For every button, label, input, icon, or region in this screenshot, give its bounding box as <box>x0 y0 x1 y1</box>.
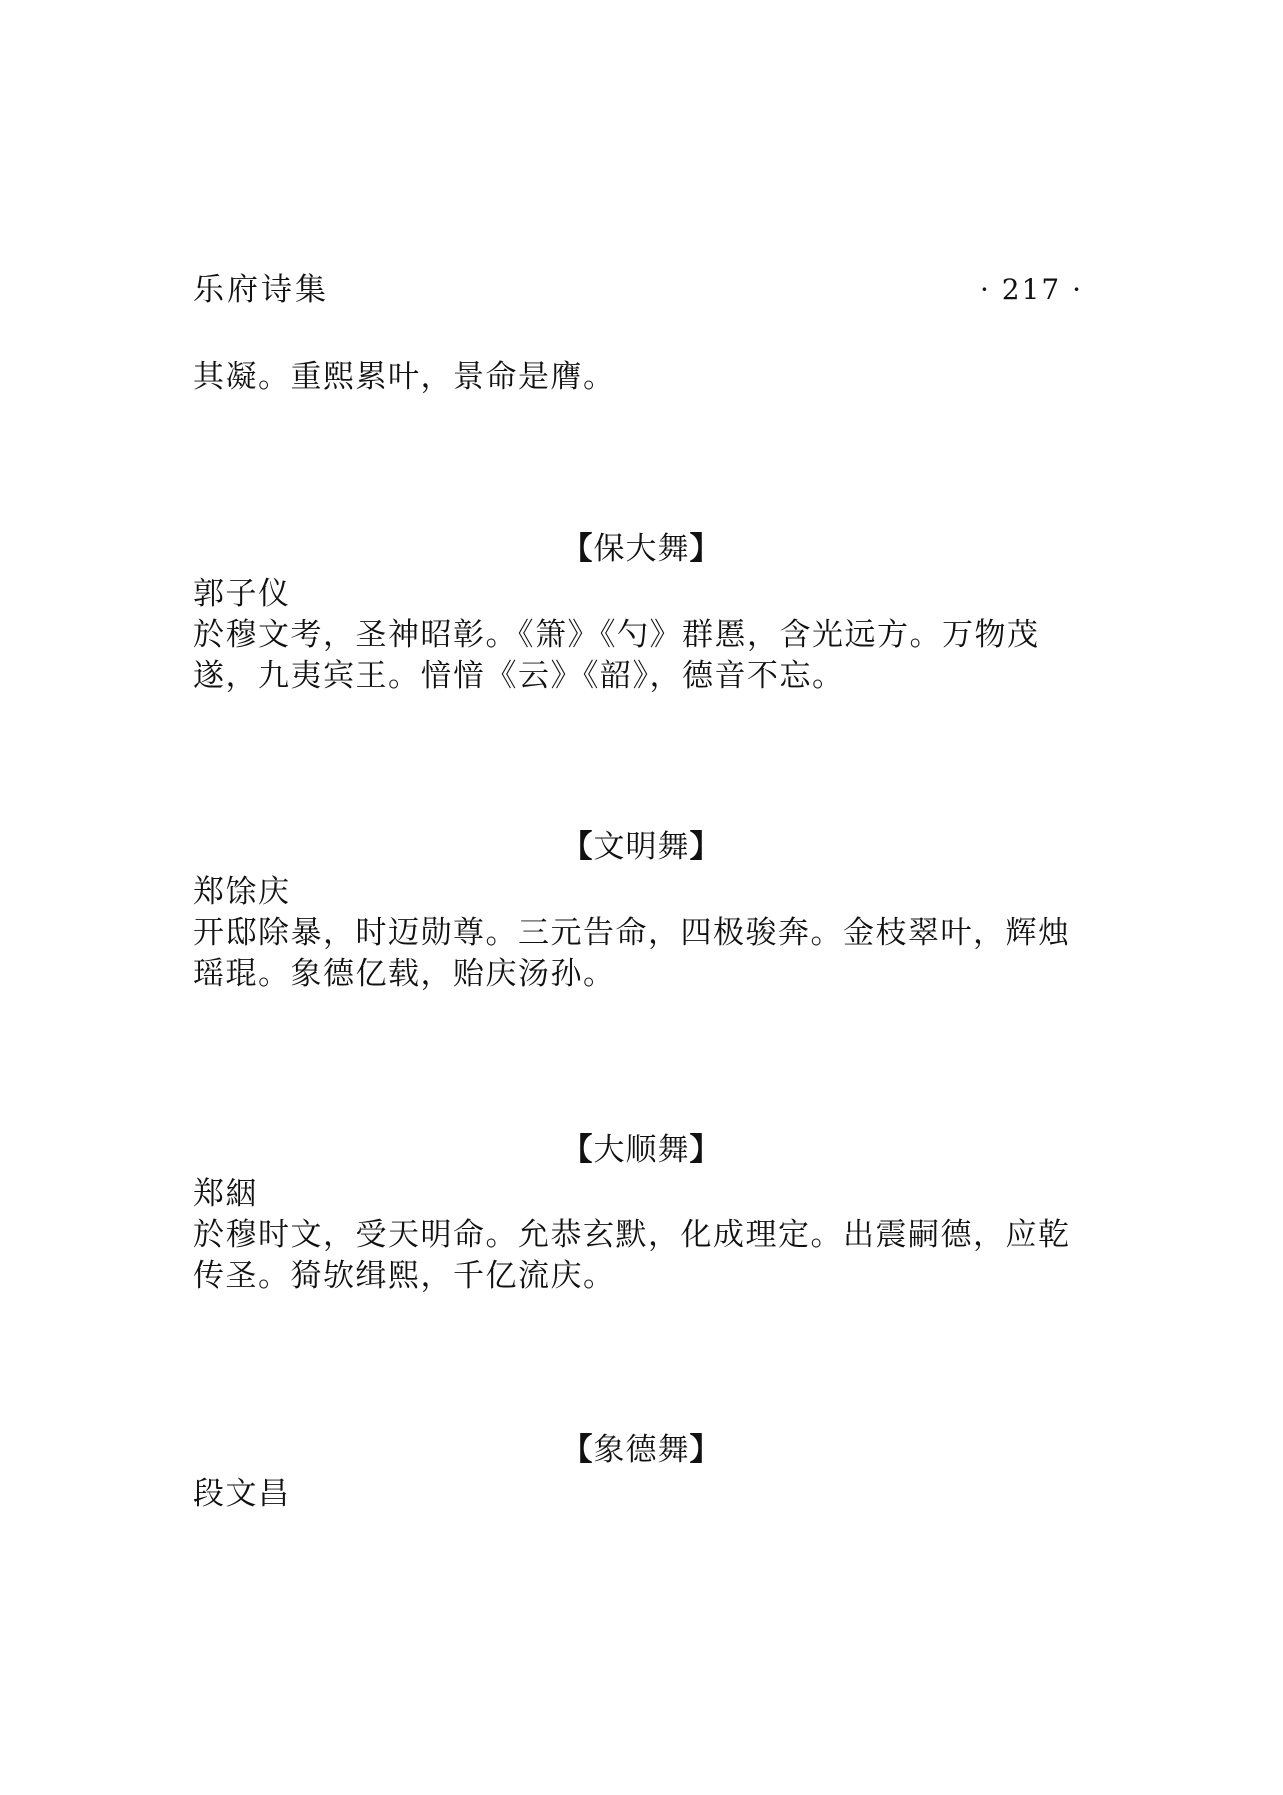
section-heading-wenmingwu <box>0 825 1283 869</box>
close-bracket: 】 <box>689 829 722 865</box>
section-title: 象德舞 <box>593 1432 690 1468</box>
close-bracket: 】 <box>689 1132 722 1168</box>
section-author: 郭子仪 <box>193 576 291 612</box>
poem-line: 瑶琨。象德亿载，贻庆汤孙。 <box>193 956 616 992</box>
section-heading-baodawu <box>0 527 1283 571</box>
section-heading-dashunwu <box>0 1128 1283 1172</box>
open-bracket: 【 <box>561 531 594 567</box>
section-author: 郑絪 <box>193 1176 258 1212</box>
poem-line: 於穆文考，圣神昭彰。《箫》《勺》群慝，含光远方。万物茂 <box>193 617 1040 653</box>
poem-line: 传圣。猗欤缉熙，千亿流庆。 <box>193 1258 616 1294</box>
open-bracket: 【 <box>561 1432 594 1468</box>
section-author: 段文昌 <box>193 1476 291 1512</box>
continuation-text: 其凝。重熙累叶，景命是膺。 <box>193 359 616 395</box>
open-bracket: 【 <box>561 829 594 865</box>
section-title: 保大舞 <box>593 531 690 567</box>
book-title: 乐府诗集 <box>193 272 329 308</box>
section-title: 大顺舞 <box>593 1132 690 1168</box>
running-head <box>193 268 1083 312</box>
page-number: · 217 · <box>979 273 1083 306</box>
poem-line: 於穆时文，受天明命。允恭玄默，化成理定。出震嗣德，应乾 <box>193 1217 1071 1253</box>
section-heading-xiangdewu <box>0 1428 1283 1472</box>
section-title: 文明舞 <box>593 829 690 865</box>
open-bracket: 【 <box>561 1132 594 1168</box>
section-author: 郑馀庆 <box>193 874 291 910</box>
poem-line: 遂，九夷宾王。愔愔《云》《韶》，德音不忘。 <box>193 658 845 694</box>
close-bracket: 】 <box>689 531 722 567</box>
poem-line: 开邸除暴，时迈勋尊。三元告命，四极骏奔。金枝翠叶，辉烛 <box>193 915 1071 951</box>
close-bracket: 】 <box>689 1432 722 1468</box>
